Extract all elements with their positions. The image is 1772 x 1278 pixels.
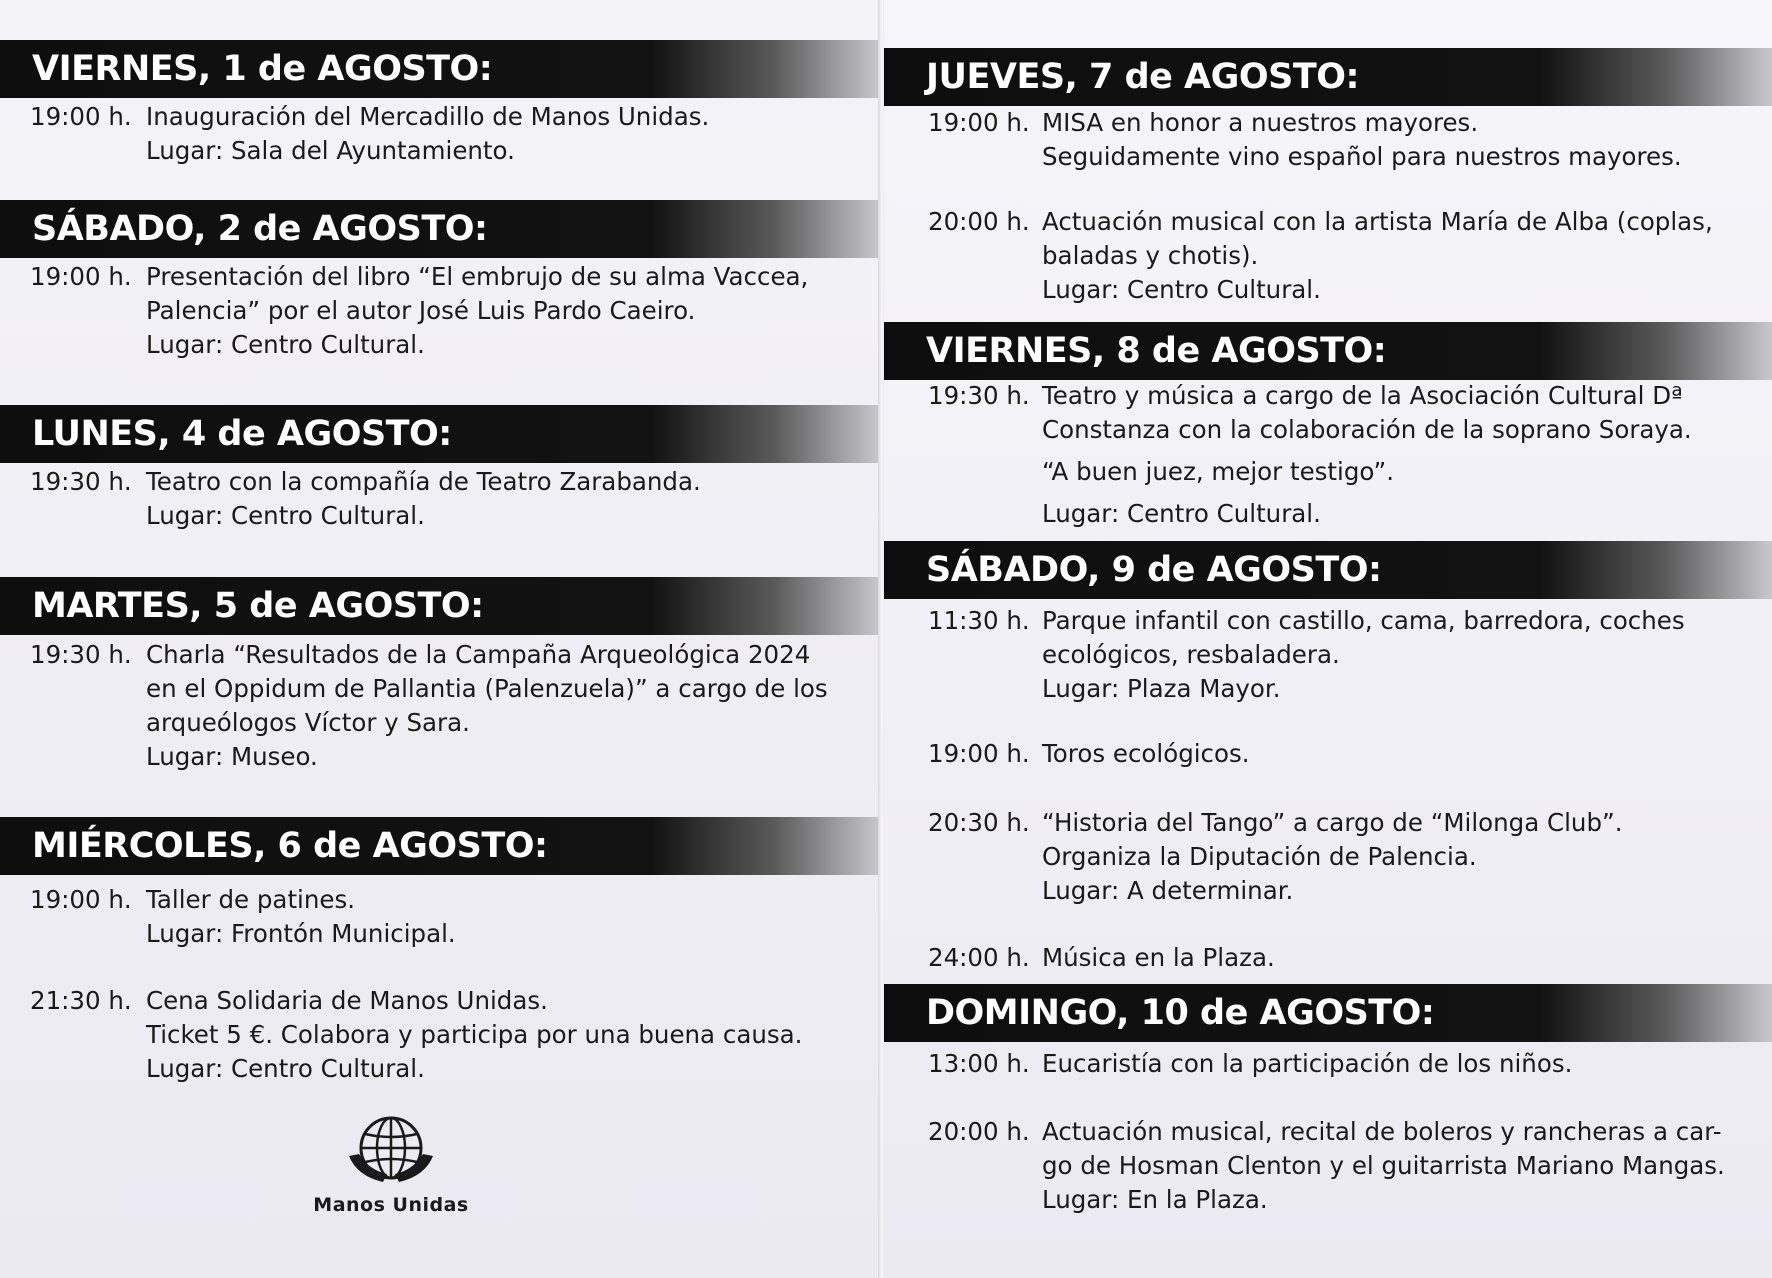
event-line: Presentación del libro “El embrujo de su alma Vaccea, bbox=[146, 262, 809, 291]
event-line: Constanza con la colaboración de la soprano Soraya. bbox=[1042, 415, 1692, 444]
day-heading: LUNES, 4 de AGOSTO: bbox=[0, 405, 880, 463]
event-time: 19:00 h. bbox=[928, 108, 1030, 137]
event-line: Lugar: Centro Cultural. bbox=[146, 501, 425, 530]
event-line: MISA en honor a nuestros mayores. bbox=[1042, 108, 1479, 137]
manos-unidas-logo bbox=[306, 1112, 476, 1216]
event-line: Seguidamente vino español para nuestros mayores. bbox=[1042, 142, 1682, 171]
event-line: Teatro y música a cargo de la Asociación Cultural Dª bbox=[1042, 381, 1683, 410]
event-line: Lugar: Centro Cultural. bbox=[1042, 275, 1321, 304]
event-item bbox=[928, 1115, 1758, 1217]
event-line: go de Hosman Clenton y el guitarrista Mariano Mangas. bbox=[1042, 1151, 1725, 1180]
event-line: Charla “Resultados de la Campaña Arqueológica 2024 bbox=[146, 640, 811, 669]
day-heading: SÁBADO, 9 de AGOSTO: bbox=[884, 541, 1772, 599]
day-heading: SÁBADO, 2 de AGOSTO: bbox=[0, 200, 880, 258]
event-line: Lugar: Sala del Ayuntamiento. bbox=[146, 136, 515, 165]
event-item bbox=[928, 205, 1758, 307]
event-line: Taller de patines. bbox=[146, 885, 356, 914]
day-heading: JUEVES, 7 de AGOSTO: bbox=[884, 48, 1772, 106]
event-line: Actuación musical con la artista María de Alba (coplas, bbox=[1042, 207, 1713, 236]
event-item bbox=[928, 604, 1758, 706]
event-time: 19:00 h. bbox=[928, 739, 1030, 768]
event-line: Lugar: Museo. bbox=[146, 742, 318, 771]
event-line: Lugar: A determinar. bbox=[1042, 876, 1294, 905]
event-item bbox=[30, 260, 860, 362]
event-time: 19:00 h. bbox=[30, 262, 132, 291]
event-item bbox=[928, 1047, 1758, 1081]
right-page bbox=[884, 0, 1772, 1278]
event-time: 20:00 h. bbox=[928, 1117, 1030, 1146]
event-time: 20:00 h. bbox=[928, 207, 1030, 236]
event-line: Lugar: En la Plaza. bbox=[1042, 1185, 1268, 1214]
event-item bbox=[30, 638, 860, 774]
event-line: “A buen juez, mejor testigo”. bbox=[1042, 457, 1394, 486]
event-line: ecológicos, resbaladera. bbox=[1042, 640, 1340, 669]
event-line: en el Oppidum de Pallantia (Palenzuela)” a cargo de los bbox=[146, 674, 828, 703]
event-item bbox=[30, 465, 860, 533]
day-heading: MIÉRCOLES, 6 de AGOSTO: bbox=[0, 817, 880, 875]
event-item bbox=[928, 106, 1758, 174]
logo-caption: Manos Unidas bbox=[313, 1194, 469, 1216]
event-line: Ticket 5 €. Colabora y participa por una buena causa. bbox=[146, 1020, 803, 1049]
event-line: Lugar: Centro Cultural. bbox=[146, 1054, 425, 1083]
event-line: Lugar: Plaza Mayor. bbox=[1042, 674, 1281, 703]
event-line: “Historia del Tango” a cargo de “Milonga Club”. bbox=[1042, 808, 1623, 837]
event-line: Lugar: Centro Cultural. bbox=[1042, 499, 1321, 528]
event-line: Eucaristía con la participación de los niños. bbox=[1042, 1049, 1573, 1078]
day-heading: DOMINGO, 10 de AGOSTO: bbox=[884, 984, 1772, 1042]
event-time: 19:00 h. bbox=[30, 102, 132, 131]
event-item bbox=[30, 100, 860, 168]
event-line: Palencia” por el autor José Luis Pardo Caeiro. bbox=[146, 296, 696, 325]
event-time: 21:30 h. bbox=[30, 986, 132, 1015]
event-line: Cena Solidaria de Manos Unidas. bbox=[146, 986, 548, 1015]
event-item bbox=[928, 379, 1758, 531]
event-line: arqueólogos Víctor y Sara. bbox=[146, 708, 470, 737]
event-time: 19:30 h. bbox=[30, 640, 132, 669]
event-line: Inauguración del Mercadillo de Manos Unidas. bbox=[146, 102, 710, 131]
event-item bbox=[30, 883, 860, 951]
event-line: Música en la Plaza. bbox=[1042, 943, 1275, 972]
event-line: Lugar: Centro Cultural. bbox=[146, 330, 425, 359]
event-time: 13:00 h. bbox=[928, 1049, 1030, 1078]
event-line: Organiza la Diputación de Palencia. bbox=[1042, 842, 1477, 871]
day-heading: VIERNES, 1 de AGOSTO: bbox=[0, 40, 880, 98]
event-line: Toros ecológicos. bbox=[1042, 739, 1250, 768]
event-line: Teatro con la compañía de Teatro Zarabanda. bbox=[146, 467, 701, 496]
day-heading: VIERNES, 8 de AGOSTO: bbox=[884, 322, 1772, 380]
event-line: Actuación musical, recital de boleros y rancheras a car- bbox=[1042, 1117, 1722, 1146]
event-item bbox=[30, 984, 860, 1086]
event-item bbox=[928, 941, 1758, 975]
event-time: 19:30 h. bbox=[928, 381, 1030, 410]
event-time: 24:00 h. bbox=[928, 943, 1030, 972]
day-heading: MARTES, 5 de AGOSTO: bbox=[0, 577, 880, 635]
left-page bbox=[0, 0, 880, 1278]
event-line: Lugar: Frontón Municipal. bbox=[146, 919, 456, 948]
event-item bbox=[928, 806, 1758, 908]
event-line: Parque infantil con castillo, cama, barredora, coches bbox=[1042, 606, 1685, 635]
event-item bbox=[928, 737, 1758, 771]
globe-hands-icon bbox=[343, 1112, 439, 1188]
event-time: 19:30 h. bbox=[30, 467, 132, 496]
event-time: 11:30 h. bbox=[928, 606, 1030, 635]
event-time: 19:00 h. bbox=[30, 885, 132, 914]
event-line: baladas y chotis). bbox=[1042, 241, 1259, 270]
event-time: 20:30 h. bbox=[928, 808, 1030, 837]
